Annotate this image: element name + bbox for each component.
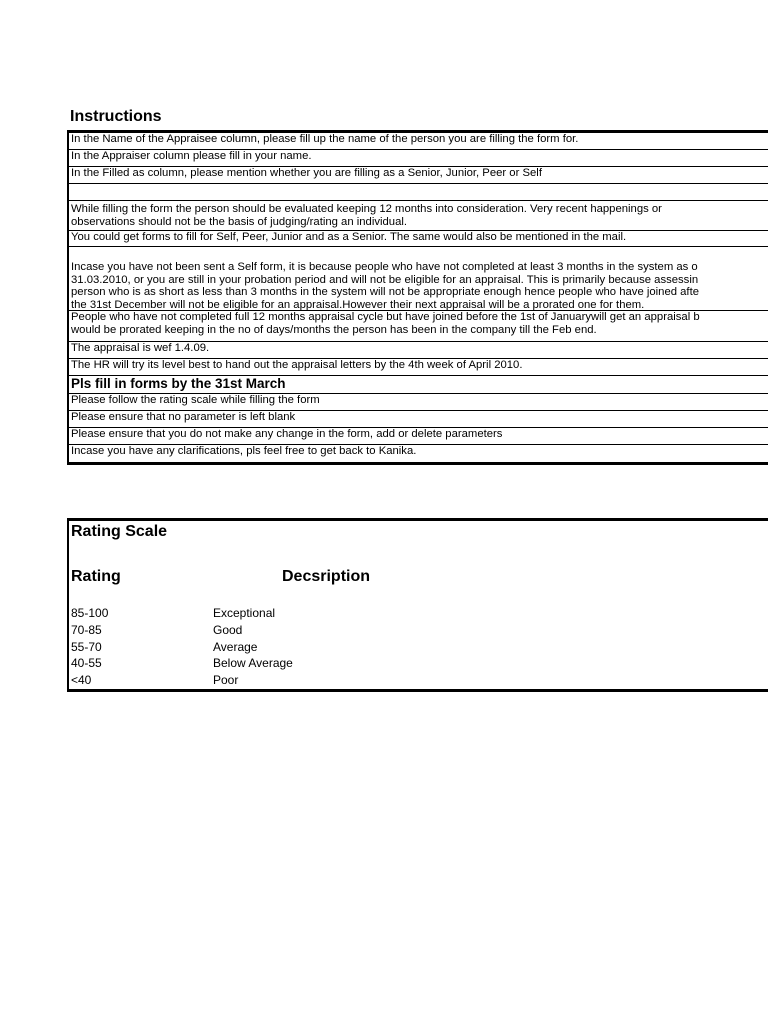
rating-description: Average bbox=[213, 639, 258, 654]
rating-scale-row bbox=[71, 639, 471, 656]
rating-scale-row bbox=[71, 655, 471, 672]
rating-scale-row bbox=[71, 605, 471, 622]
deadline-row: Pls fill in forms by the 31st March bbox=[69, 376, 768, 394]
instruction-row: The HR will try its level best to hand out the appraisal letters by the 4th week of April 2010. bbox=[69, 359, 768, 376]
instruction-row: In the Filled as column, please mention whether you are filling as a Senior, Junior, Peer or Self bbox=[69, 167, 768, 184]
rating-column-header: Rating bbox=[71, 568, 121, 585]
rating-scale-title: Rating Scale bbox=[71, 523, 168, 540]
instruction-row: Incase you have not been sent a Self form, it is because people who have not completed at least 3 months in the system as o 31.03.2010, or you are still in your probation period and will not be eligible for an appraisal. This is primarily because assessin person who is as short as less than 3 months in the system will not be appropriate enough hence people who have joined afte the 31st December will not be eligible for an appraisal.However their next appraisal will be a prorated one for them. bbox=[69, 247, 768, 311]
instruction-row: Please ensure that no parameter is left blank bbox=[69, 411, 768, 428]
rating-range: 70-85 bbox=[71, 622, 102, 637]
rating-range: 85-100 bbox=[71, 606, 109, 620]
instruction-row: In the Appraiser column please fill in your name. bbox=[69, 150, 768, 167]
rating-range: <40 bbox=[71, 673, 92, 688]
rating-description: Exceptional bbox=[213, 606, 276, 620]
rating-description: Good bbox=[213, 622, 243, 637]
rating-scale-row bbox=[71, 622, 471, 639]
instruction-row: Incase you have any clarifications, pls feel free to get back to Kanika. bbox=[71, 445, 417, 457]
instructions-table bbox=[67, 130, 768, 465]
rating-scale-box bbox=[67, 518, 768, 692]
instruction-row: Please ensure that you do not make any change in the form, add or delete parameters bbox=[69, 428, 768, 445]
instruction-row-blank bbox=[69, 184, 768, 201]
instruction-row: Please follow the rating scale while filling the form bbox=[69, 394, 768, 411]
instructions-title: Instructions bbox=[70, 108, 162, 125]
instruction-row: In the Name of the Appraisee column, please fill up the name of the person you are filling the form for. bbox=[69, 133, 768, 150]
rating-scale-row bbox=[71, 672, 471, 689]
instruction-row: The appraisal is wef 1.4.09. bbox=[69, 342, 768, 359]
rating-description: Below Average bbox=[213, 656, 293, 671]
rating-range: 55-70 bbox=[71, 639, 102, 654]
rating-range: 40-55 bbox=[71, 656, 102, 671]
instruction-row: You could get forms to fill for Self, Peer, Junior and as a Senior. The same would also be mentioned in the mail. bbox=[69, 231, 768, 247]
instruction-row: While filling the form the person should be evaluated keeping 12 months into consideration. Very recent happenings or observations should not be the basis of judging/rating an individual. bbox=[69, 201, 768, 231]
rating-description: Poor bbox=[213, 673, 239, 688]
rating-scale-list bbox=[71, 605, 471, 689]
description-column-header: Decsription bbox=[282, 568, 371, 585]
instruction-row: People who have not completed full 12 months appraisal cycle but have joined before the 1st of Januarywill get an appraisal b would be prorated keeping in the no of days/months the person has been in the company till the Feb end. bbox=[69, 311, 768, 342]
